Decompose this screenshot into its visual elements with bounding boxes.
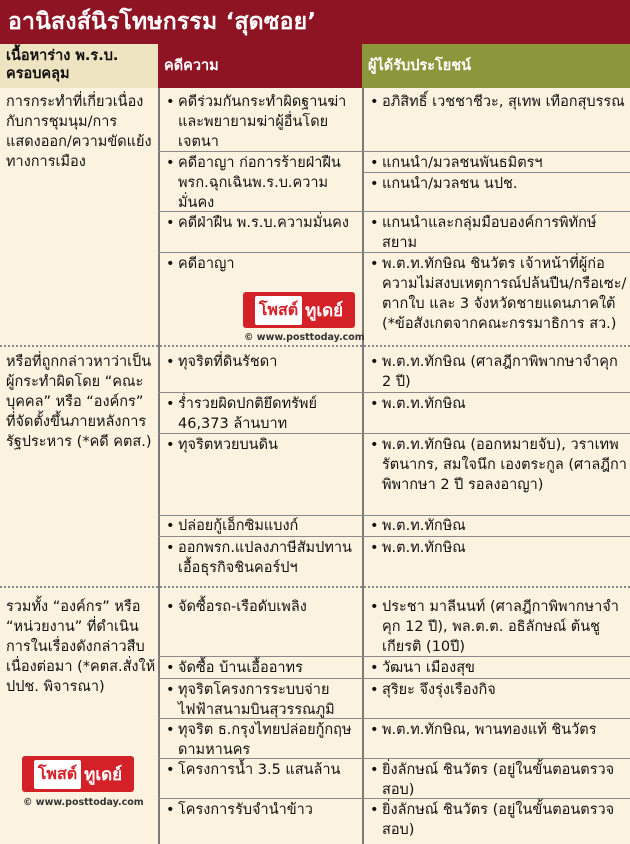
case-item: • โครงการรับจำนำข้าว: [166, 800, 360, 820]
beneficiary-item: • พ.ต.ท.ทักษิณ: [370, 538, 628, 558]
beneficiary-item: • พ.ต.ท.ทักษิณ: [370, 516, 628, 536]
case-item: • ออกพรก.แปลงภาษีสัมปทานเอื้อธุรกิจชินคอร์ปฯ: [166, 538, 360, 578]
beneficiary-item: • แกนนำ/มวลชน นปช.: [370, 174, 628, 194]
column-divider: [362, 88, 364, 844]
page-title: อานิสงส์นิรโทษกรรม ‘สุดซอย’: [0, 0, 630, 44]
row-divider: [158, 433, 630, 434]
row-divider: [158, 758, 630, 759]
row-divider: [362, 172, 630, 173]
case-item: • คดีร่วมกันกระทำผิดฐานฆ่าและพยายามฆ่าผู้อื่นโดยเจตนา: [166, 92, 360, 152]
logo-text-post: โพสต์: [34, 760, 81, 789]
case-item: • ทุจริตหวยบนดิน: [166, 435, 360, 455]
column-divider: [158, 88, 160, 844]
row-divider: [158, 798, 630, 799]
row-divider: [158, 392, 630, 393]
posttoday-logo: [243, 292, 355, 328]
logo-url: © www.posttoday.com: [23, 797, 144, 808]
beneficiary-item: • พ.ต.ท.ทักษิณ (ศาลฎีกาพิพากษาจำคุก 2 ปี): [370, 352, 628, 392]
section-divider: [0, 345, 630, 347]
case-item: • คดีอาญา ก่อการร้ายฝ่าฝืนพรก.ฉุกเฉินพ.ร.บ.ความมั่นคง: [166, 153, 360, 213]
beneficiary-item: • พ.ต.ท.ทักษิณ ชินวัตร เจ้าหน้าที่ผู้ก่อความไม่สงบเหตุการณ์ปล้นปืน/กรือเซะ/ตากใบ และ 3 จังหวัดชายแดนภาคใต้ (*ข้อสังเกตจากคณะกรรมาธิการ สว.): [370, 254, 628, 334]
case-item: • โครงการน้ำ 3.5 แสนล้าน: [166, 760, 360, 780]
row-divider: [158, 718, 630, 719]
logo-url: © www.posttoday.com: [244, 332, 365, 343]
beneficiary-item: • ยิ่งลักษณ์ ชินวัตร (อยู่ในขั้นตอนตรวจสอบ): [370, 760, 628, 800]
row-divider: [158, 252, 630, 253]
case-item: • คดีฝ่าฝืน พ.ร.บ.ความมั่นคง: [166, 213, 360, 233]
beneficiary-item: • พ.ต.ท.ทักษิณ, พานทองแท้ ชินวัตร: [370, 720, 628, 740]
case-item: • ปล่อยกู้เอ็กซิมแบงก์: [166, 516, 360, 536]
beneficiary-item: • พ.ต.ท.ทักษิณ (ออกหมายจับ), วราเทพ รัตนากร, สมใจนึก เองตระกูล (ศาลฎีกาพิพากษา 2 ปี รอลงอาญา): [370, 435, 628, 495]
case-item: • ทุจริตที่ดินรัชดา: [166, 352, 360, 372]
row-divider: [158, 678, 630, 679]
case-item: • ร่ำรวยผิดปกติยึดทรัพย์ 46,373 ล้านบาท: [166, 394, 360, 434]
beneficiary-item: • แกนนำและกลุ่มมือบองค์การพิทักษ์สยาม: [370, 213, 628, 253]
beneficiary-item: • ประชา มาลีนนท์ (ศาลฎีกาพิพากษาจำคุก 12 ปี), พล.ต.ต. อธิลักษณ์ ต้นชูเกียรติ (10ปี): [370, 597, 628, 657]
column-header-cases: คดีความ: [158, 44, 362, 88]
beneficiary-item: • อภิสิทธิ์ เวชชาชีวะ, สุเทพ เทือกสุบรรณ: [370, 92, 628, 112]
column-header-coverage: เนื้อหาร่าง พ.ร.บ. ครอบคลุม: [0, 44, 158, 88]
beneficiary-item: • แกนนำ/มวลชนพันธมิตรฯ: [370, 153, 628, 173]
beneficiary-item: • สุริยะ จึงรุ่งเรืองกิจ: [370, 680, 628, 700]
logo-text-today: ทูเดย์: [305, 300, 344, 321]
row-divider: [158, 656, 630, 657]
row-divider: [158, 211, 630, 212]
case-item: • ทุจริตโครงการระบบจ่ายไฟฟ้าสนามบินสุวรรณภูมิ: [166, 680, 360, 720]
column-header-beneficiaries: ผู้ได้รับประโยชน์: [362, 44, 630, 88]
case-item: • จัดซื้อ บ้านเอื้ออาทร: [166, 658, 360, 678]
logo-text-today: ทูเดย์: [84, 764, 123, 785]
category-successor-agencies: รวมทั้ง “องค์กร” หรือ “หน่วยงาน” ที่ดำเนินการในเรื่องดังกล่าวสืบเนื่องต่อมา (*คตส.สั่งให้ ปปช. พิจารณา): [6, 599, 156, 695]
section-divider: [0, 586, 630, 588]
posttoday-logo: [22, 756, 134, 792]
category-coup-committee: หรือที่ถูกกล่าวหาว่าเป็นผู้กระทำผิดโดย “คณะบุคคล” หรือ “องค์กร” ที่จัดตั้งขึ้นภายหลังการรัฐประหาร (*คดี คตส.): [6, 354, 152, 450]
case-item: • ทุจริต ธ.กรุงไทยปล่อยกู้กฤษดามหานคร: [166, 720, 360, 760]
row-divider: [158, 536, 630, 537]
logo-text-post: โพสต์: [255, 296, 302, 325]
category-political-assembly: การกระทำที่เกี่ยวเนื่องกับการชุมนุม/การแสดงออก/ความขัดแย้งทางการเมือง: [6, 94, 152, 170]
case-item: • จัดซื้อรถ-เรือดับเพลิง: [166, 597, 360, 617]
beneficiary-item: • วัฒนา เมืองสุข: [370, 658, 628, 678]
beneficiary-item: • ยิ่งลักษณ์ ชินวัตร (อยู่ในขั้นตอนตรวจสอบ): [370, 800, 628, 840]
beneficiary-item: • พ.ต.ท.ทักษิณ: [370, 394, 628, 414]
row-divider: [158, 151, 630, 152]
case-item: • คดีอาญา: [166, 254, 360, 274]
